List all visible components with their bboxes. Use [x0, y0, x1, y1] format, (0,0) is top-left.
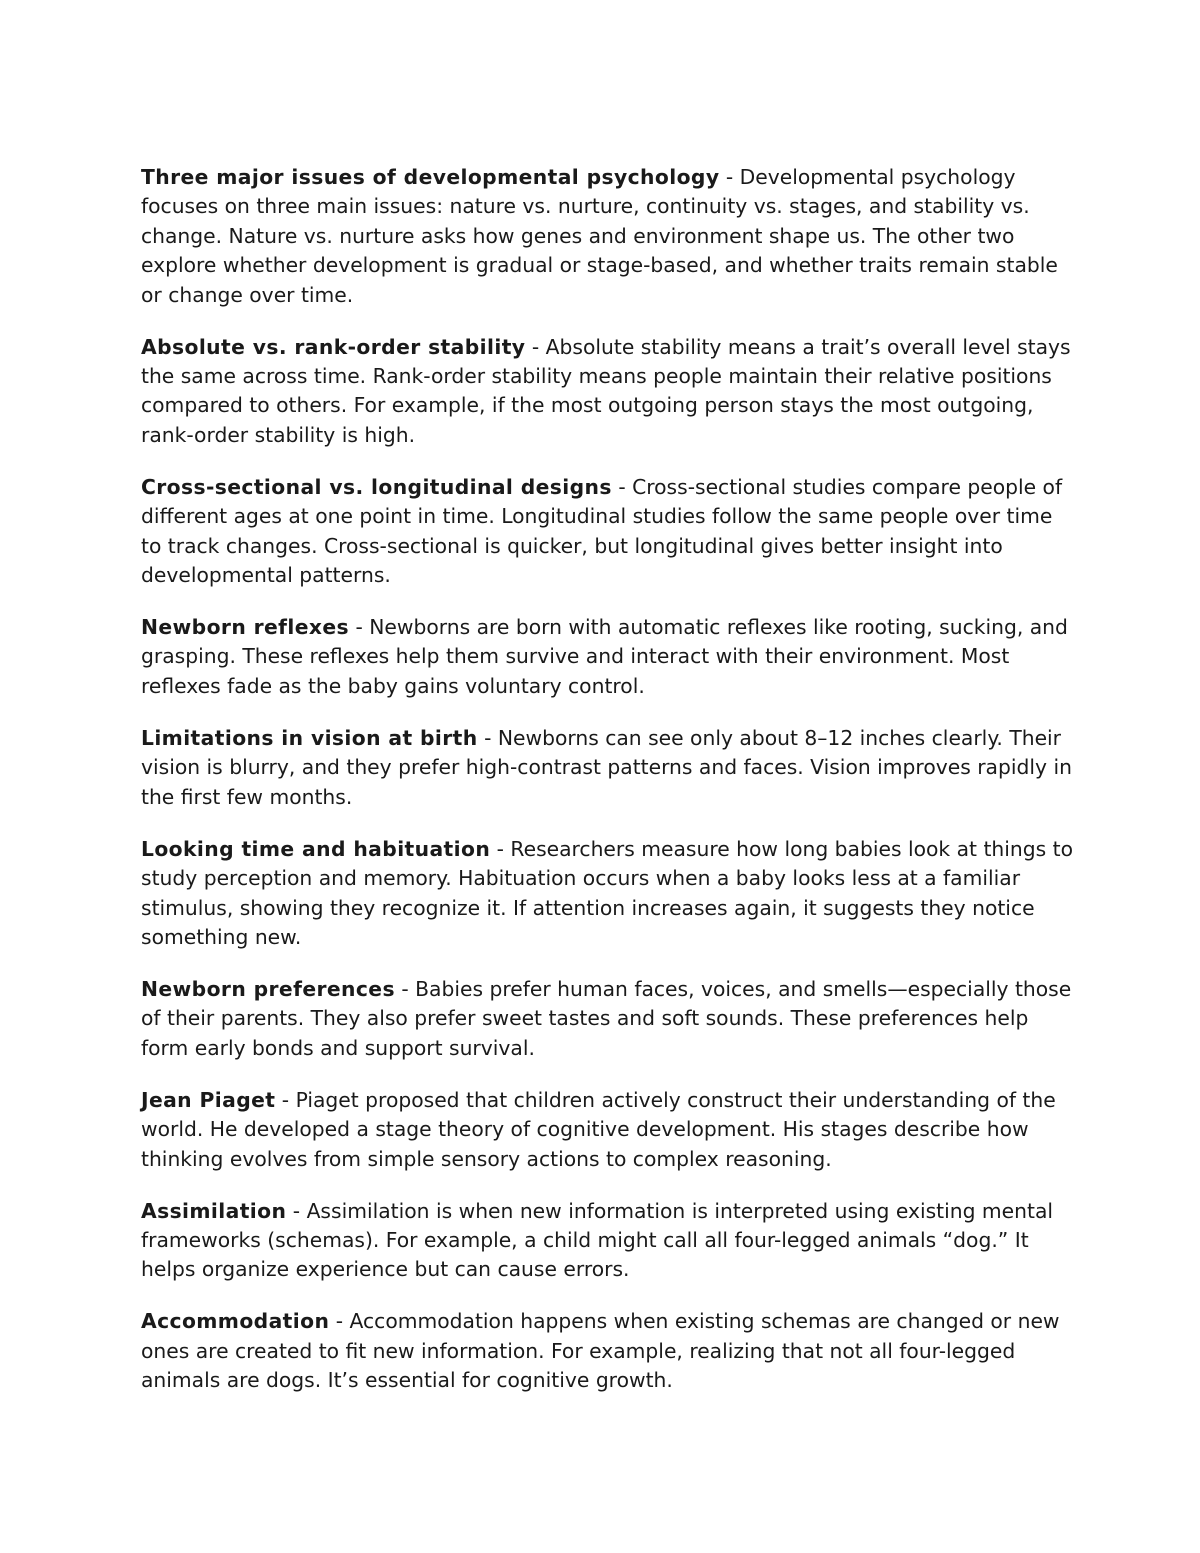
document-page: [141, 163, 1076, 1418]
entry-assimilation: [141, 1197, 1076, 1285]
entry-jean-piaget: [141, 1086, 1076, 1174]
entry-definition: Piaget proposed that children actively construct their understanding of the world. He developed a stage theory of cognitive development. His stages describe how thinking evolves from simple sensory actions to complex reasoning.: [141, 1087, 1056, 1171]
entry-developmental-issues: [141, 163, 1076, 310]
entry-separator: -: [525, 334, 546, 359]
entry-term: Newborn reflexes: [141, 615, 350, 640]
entry-separator: -: [286, 1198, 307, 1223]
entry-separator: -: [611, 474, 633, 499]
entry-habituation: [141, 835, 1076, 953]
entry-term: Cross-sectional vs. longitudinal designs: [141, 474, 612, 499]
entry-term: Accommodation: [141, 1309, 330, 1334]
entry-separator: -: [477, 725, 498, 750]
entry-definition: Newborns are born with automatic reflexes like rooting, sucking, and grasping. These reflexes help them survive and interact with their environment. Most reflexes fade as the baby gains voluntary control.: [141, 615, 1068, 698]
entry-accommodation: [141, 1307, 1076, 1395]
entry-term: Jean Piaget: [141, 1087, 276, 1112]
entry-term: Limitations in vision at birth: [141, 725, 478, 750]
entry-term: Looking time and habituation: [141, 836, 491, 861]
entry-term: Three major issues of developmental psychology: [141, 165, 720, 189]
entry-research-designs: [141, 473, 1076, 591]
entry-stability: [141, 333, 1076, 451]
entry-definition: Accommodation happens when existing schemas are changed or new ones are created to fit new information. For example, realizing that not all four-legged animals are dogs. It’s essential for cognitive growth.: [141, 1309, 1060, 1393]
entry-vision-at-birth: [141, 724, 1076, 812]
entry-separator: -: [275, 1087, 296, 1112]
entry-separator: -: [490, 836, 511, 861]
entry-separator: -: [329, 1309, 350, 1334]
entry-definition: Developmental psychology focuses on three main issues: nature vs. nurture, continuity vs. stages, and stability vs. change. Nature vs. nurture asks how genes and environment shape us. The other two explore whether development is gradual or stage-based, and whether traits remain stable or change over time.: [141, 165, 1058, 307]
entry-separator: -: [349, 615, 370, 640]
entry-separator: -: [719, 165, 740, 189]
entry-separator: -: [394, 976, 416, 1001]
entry-newborn-reflexes: [141, 613, 1076, 701]
entry-definition: Cross-sectional studies compare people of different ages at one point in time. Longitudinal studies follow the same people over time to track changes. Cross-sectional is quicker, but longitudinal gives better insight into developmental patterns.: [141, 474, 1063, 588]
entry-term: Assimilation: [141, 1198, 287, 1223]
entry-definition: Newborns can see only about 8–12 inches clearly. Their vision is blurry, and they prefer high-contrast patterns and faces. Vision improves rapidly in the first few months.: [141, 725, 1072, 809]
entry-term: Absolute vs. rank-order stability: [141, 334, 526, 359]
entry-definition: Absolute stability means a trait’s overall level stays the same across time. Rank-order stability means people maintain their relative positions compared to others. For example, if the most outgoing person stays the most outgoing, rank-order stability is high.: [141, 334, 1071, 447]
entry-definition: Assimilation is when new information is interpreted using existing mental frameworks (schemas). For example, a child might call all four-legged animals “dog.” It helps organize experience but can cause errors.: [141, 1198, 1054, 1282]
entry-definition: Researchers measure how long babies look at things to study perception and memory. Habituation occurs when a baby looks less at a familiar stimulus, showing they recognize it. If attention increases again, it suggests they notice something new.: [141, 836, 1073, 949]
entry-newborn-preferences: [141, 975, 1076, 1063]
entry-definition: Babies prefer human faces, voices, and smells—especially those of their parents. They also prefer sweet tastes and soft sounds. These preferences help form early bonds and support survival.: [141, 976, 1072, 1060]
entry-term: Newborn preferences: [141, 976, 395, 1001]
